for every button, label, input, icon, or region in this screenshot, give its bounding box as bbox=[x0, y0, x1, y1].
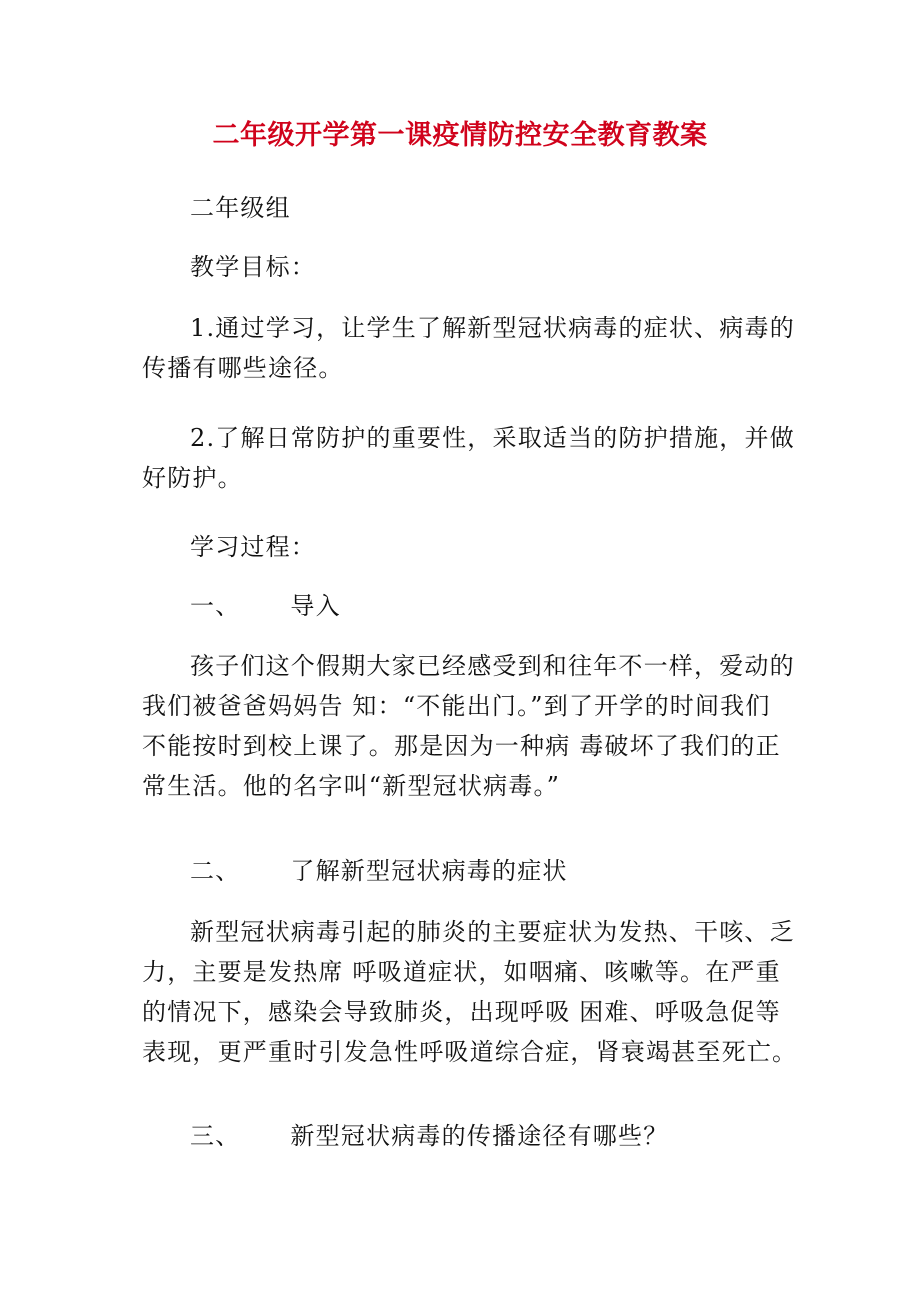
group-label: 二年级组 bbox=[190, 194, 291, 222]
symptoms-line-2: 力，主要是发热席 呼吸道症状，如咽痛、咳嗽等。在严重 bbox=[142, 958, 781, 986]
section-2-heading bbox=[142, 851, 830, 891]
objectives-heading: 教学目标： bbox=[190, 253, 316, 281]
intro-line-4: 常生活。他的名字叫“新型冠状病毒。” bbox=[142, 772, 561, 800]
intro-line-1: 孩子们这个假期大家已经感受到和往年不一样，爱动的 bbox=[190, 652, 795, 680]
section-1-number: 一、 bbox=[190, 592, 241, 620]
section-2-title: 了解新型冠状病毒的症状 bbox=[290, 857, 568, 885]
process-heading: 学习过程： bbox=[190, 533, 316, 561]
objective-2-line-1: 2.了解日常防护的重要性，采取适当的防护措施，并做 bbox=[190, 424, 795, 452]
section-3-heading bbox=[142, 1116, 830, 1156]
section-3-number: 三、 bbox=[190, 1122, 241, 1150]
symptoms-line-4: 表现，更严重时引发急性呼吸道综合症，肾衰竭甚至死亡。 bbox=[142, 1038, 798, 1066]
objective-1-line-2: 传播有哪些途径。 bbox=[142, 354, 344, 382]
objective-1 bbox=[142, 308, 795, 388]
objective-2 bbox=[142, 418, 795, 498]
section-2-number: 二、 bbox=[190, 857, 241, 885]
intro-line-2: 我们被爸爸妈妈告 知：“不能出门。”到了开学的时间我们 bbox=[142, 692, 771, 720]
symptoms-paragraph bbox=[142, 912, 798, 1072]
section-1-title: 导入 bbox=[290, 592, 341, 620]
section-1-heading bbox=[142, 586, 830, 626]
symptoms-line-1: 新型冠状病毒引起的肺炎的主要症状为发热、干咳、乏 bbox=[190, 918, 795, 946]
section-3-title: 新型冠状病毒的传播途径有哪些？ bbox=[290, 1122, 669, 1150]
symptoms-line-3: 的情况下，感染会导致肺炎，出现呼吸 困难、呼吸急促等 bbox=[142, 998, 781, 1026]
document-title: 二年级开学第一课疫情防控安全教育教案 bbox=[212, 120, 708, 151]
objective-1-line-1: 1.通过学习，让学生了解新型冠状病毒的症状、病毒的 bbox=[190, 314, 795, 342]
objective-2-line-2: 好防护。 bbox=[142, 464, 243, 492]
intro-paragraph bbox=[142, 646, 795, 806]
intro-line-3: 不能按时到校上课了。那是因为一种病 毒破坏了我们的正 bbox=[142, 732, 781, 760]
